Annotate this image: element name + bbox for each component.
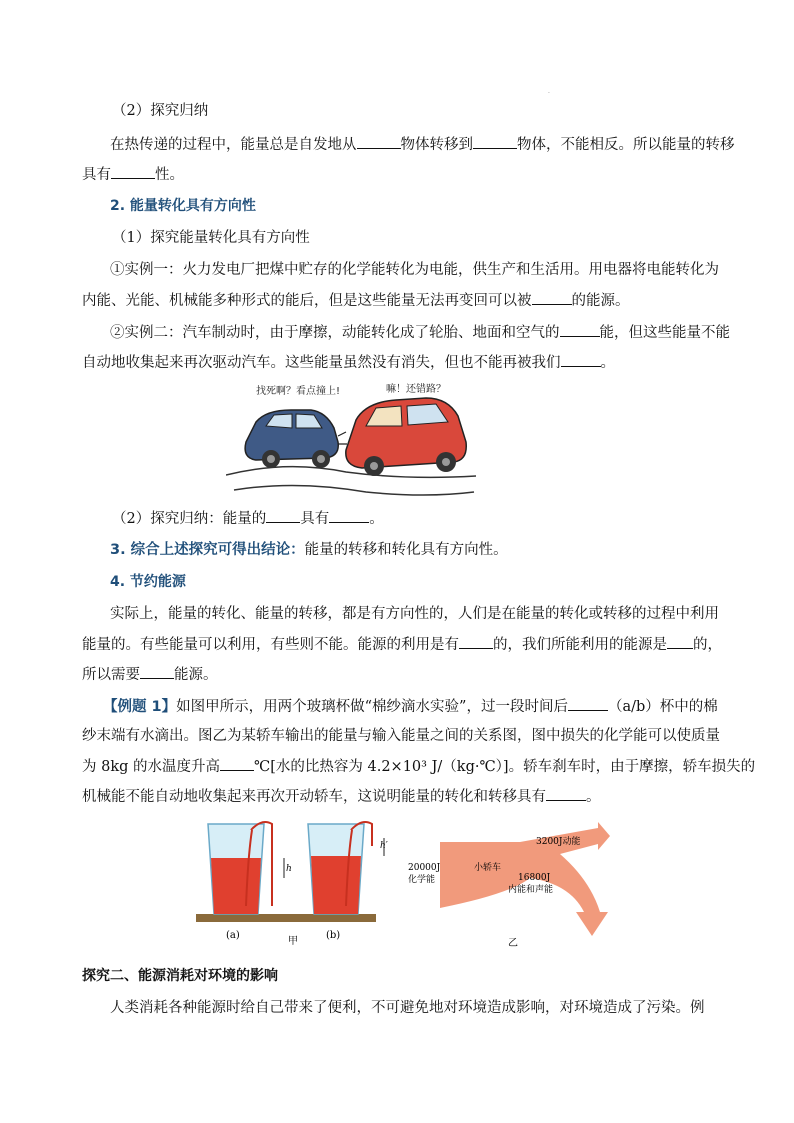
caption-a: (a) bbox=[226, 930, 240, 941]
bubble-right-text: 嘛！还错路？ bbox=[386, 384, 446, 395]
example2-line1: ②实例二：汽车制动时，由于摩擦，动能转化成了轮胎、地面和空气的 能，但这些能量不能 bbox=[110, 322, 714, 343]
example1-line1: ①实例一：火力发电厂把煤中贮存的化学能转化为电能，供生产和生活用。用电器将电能转化为 bbox=[110, 262, 719, 278]
blue-car-icon bbox=[245, 410, 338, 468]
example1-line2: 内能、光能、机械能多种形式的能后，但是这些能量无法再变回可以被 的能源。 bbox=[82, 290, 714, 311]
red-car-icon bbox=[346, 398, 466, 476]
output-heat-value: 16800J bbox=[518, 873, 551, 883]
glass-b bbox=[308, 822, 388, 941]
inquiry2-line1: 人类消耗各种能源时给自己带来了便利，不可避免地对环境造成影响，对环境造成了污染。例 bbox=[110, 1000, 705, 1016]
inquiry2-heading: 探究二、能源消耗对环境的影响 bbox=[82, 968, 278, 984]
section4-line2: 能量的。有些能量可以利用，有些则不能。能源的利用是有 的，我们所能利用的能源是 的， bbox=[82, 634, 714, 655]
h-label: h bbox=[286, 864, 292, 874]
figure-yi-energy-flow bbox=[400, 820, 612, 950]
output-heat-kind: 内能和声能 bbox=[508, 885, 554, 895]
braking-cars-cartoon bbox=[226, 380, 476, 500]
output-kinetic: 3200J动能 bbox=[536, 837, 581, 847]
p1-line1: 在热传递的过程中，能量总是自发地从 物体转移到 物体，不能相反。所以能量的转移 bbox=[110, 134, 714, 155]
example-problem-line3: 为 8kg 的水温度升高 ℃[水的比热容为 4.2×10³ J/（kg·℃）]。轿车刹车时，由于摩擦，轿车损失的 bbox=[82, 756, 714, 777]
caption-b: (b) bbox=[326, 930, 341, 941]
h-prime-label: h′ bbox=[380, 841, 388, 851]
input-value: 20000J bbox=[408, 863, 441, 873]
caption-jia: 甲 bbox=[288, 936, 298, 946]
caption-yi: 乙 bbox=[508, 938, 518, 949]
figure-jia-glasses bbox=[196, 816, 396, 946]
example-problem-line2: 纱末端有水滴出。图乙为某轿车输出的能量与输入能量之间的关系图，图中损失的化学能可以使质量 bbox=[82, 728, 720, 744]
input-kind: 化学能 bbox=[408, 875, 436, 885]
section2-summary: （2）探究归纳：能量的 具有 。 bbox=[112, 508, 744, 529]
bubble-left-text: 找死啊？看点撞上! bbox=[256, 386, 341, 397]
page-mark: · bbox=[548, 90, 550, 97]
section3-conclusion: 3. 综合上述探究可得出结论：能量的转移和转化具有方向性。 bbox=[110, 542, 508, 558]
example-problem-line4: 机械能不能自动地收集起来再次开动轿车，这说明能量的转化和转移具有 。 bbox=[82, 786, 714, 807]
glass-a bbox=[208, 822, 292, 941]
p1-line2: 具有 性。 bbox=[82, 164, 714, 185]
section4-line3: 所以需要 能源。 bbox=[82, 664, 714, 685]
section4-line1: 实际上，能量的转化、能量的转移，都是有方向性的，人们是在能量的转化或转移的过程中利用 bbox=[110, 606, 719, 622]
p1-heading: （2）探究归纳 bbox=[112, 103, 209, 119]
section2-sub: （1）探究能量转化具有方向性 bbox=[112, 230, 310, 246]
section2-heading: 2. 能量转化具有方向性 bbox=[110, 198, 256, 214]
section4-heading: 4. 节约能源 bbox=[110, 574, 186, 590]
car-label: 小轿车 bbox=[474, 863, 502, 873]
example-problem-line1: 【例题 1】如图甲所示，用两个玻璃杯做“棉纱滴水实验”，过一段时间后 （a/b）杯中的棉 bbox=[103, 696, 707, 717]
example2-line2: 自动地收集起来再次驱动汽车。这些能量虽然没有消失，但也不能再被我们 。 bbox=[82, 352, 714, 373]
